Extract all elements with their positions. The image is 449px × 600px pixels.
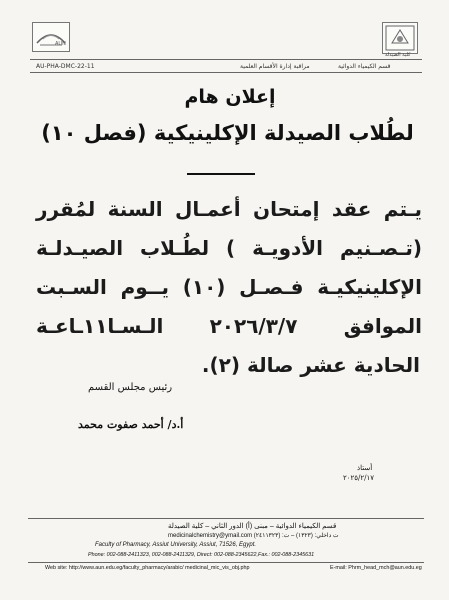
footer-arabic-address: قسم الكيمياء الدوائية – مبنى (أ) الدور الثاني – كلية الصيدلة	[168, 523, 337, 530]
faculty-logo	[382, 22, 418, 54]
left-logo-text: AUN	[55, 41, 66, 47]
announcement-title: إعلان هام	[184, 86, 276, 108]
note-date: ٢٠٢٥/٢/١٧	[343, 474, 375, 482]
university-logo	[32, 22, 70, 52]
body-line-5: الحادية عشر صالة (٢).	[201, 353, 420, 377]
header-divider-bottom	[30, 72, 422, 73]
footer-website: Web site: http://www.aun.edu.eg/faculty_pharmacy/arabic/ medicinal_mic_vis_obj.php	[45, 565, 250, 571]
body-line-1: يـتم عقد إمتحان أعمـال السنة لمُقرر	[36, 197, 422, 221]
department-name: قسم الكيمياء الدوائية	[338, 63, 391, 70]
faculty-emblem-icon	[383, 23, 417, 53]
signature-name: أ.د/ أحمد صفوت محمد	[78, 418, 184, 431]
footer-email-line: medicinalchemistry@ymail.com ت داخلي: (١٣٢٣) – ت: (٢٤١١٣٢٣)	[168, 533, 339, 539]
footer-email-en: E-mail: Phrm_head_mch@aun.edu.eg	[330, 565, 422, 571]
footer-divider-bottom	[28, 562, 424, 563]
quality-unit: مراقبة إدارة الأقسام العلمية	[240, 63, 310, 70]
header-divider	[30, 59, 422, 60]
footer-phone-line: Phone: 002-088-2411323, 002-088-2411329, Direct: 002-088-2345622,Fax.: 002-088-2345631	[88, 552, 315, 558]
body-line-4: الموافق ٢٠٢٦/٣/٧ الـسـا١١ـاعـة	[36, 314, 422, 338]
announcement-subtitle: لطُلاب الصيدلة الإكلينيكية (فصل ١٠)	[41, 121, 414, 145]
footer-divider	[28, 518, 424, 519]
document-code: AU-PHA-DMC-22-11	[36, 63, 95, 70]
body-line-3: الإكلينيكيـة فـصـل (١٠) يــوم السـبت	[36, 275, 422, 299]
signature-role: رئيس مجلس القسم	[88, 382, 173, 393]
note-label: أستاذ	[357, 464, 373, 472]
footer-faculty-line: Faculty of Pharmacy, Assiut University, Assiut, 71526, Egypt.	[95, 542, 257, 548]
faculty-logo-caption: كلية الصيدلة	[385, 52, 411, 58]
body-line-2: (تـصـنيم الأدويـة ) لطُـلاب الصيـدلـة	[36, 236, 422, 260]
title-underline	[187, 173, 255, 175]
